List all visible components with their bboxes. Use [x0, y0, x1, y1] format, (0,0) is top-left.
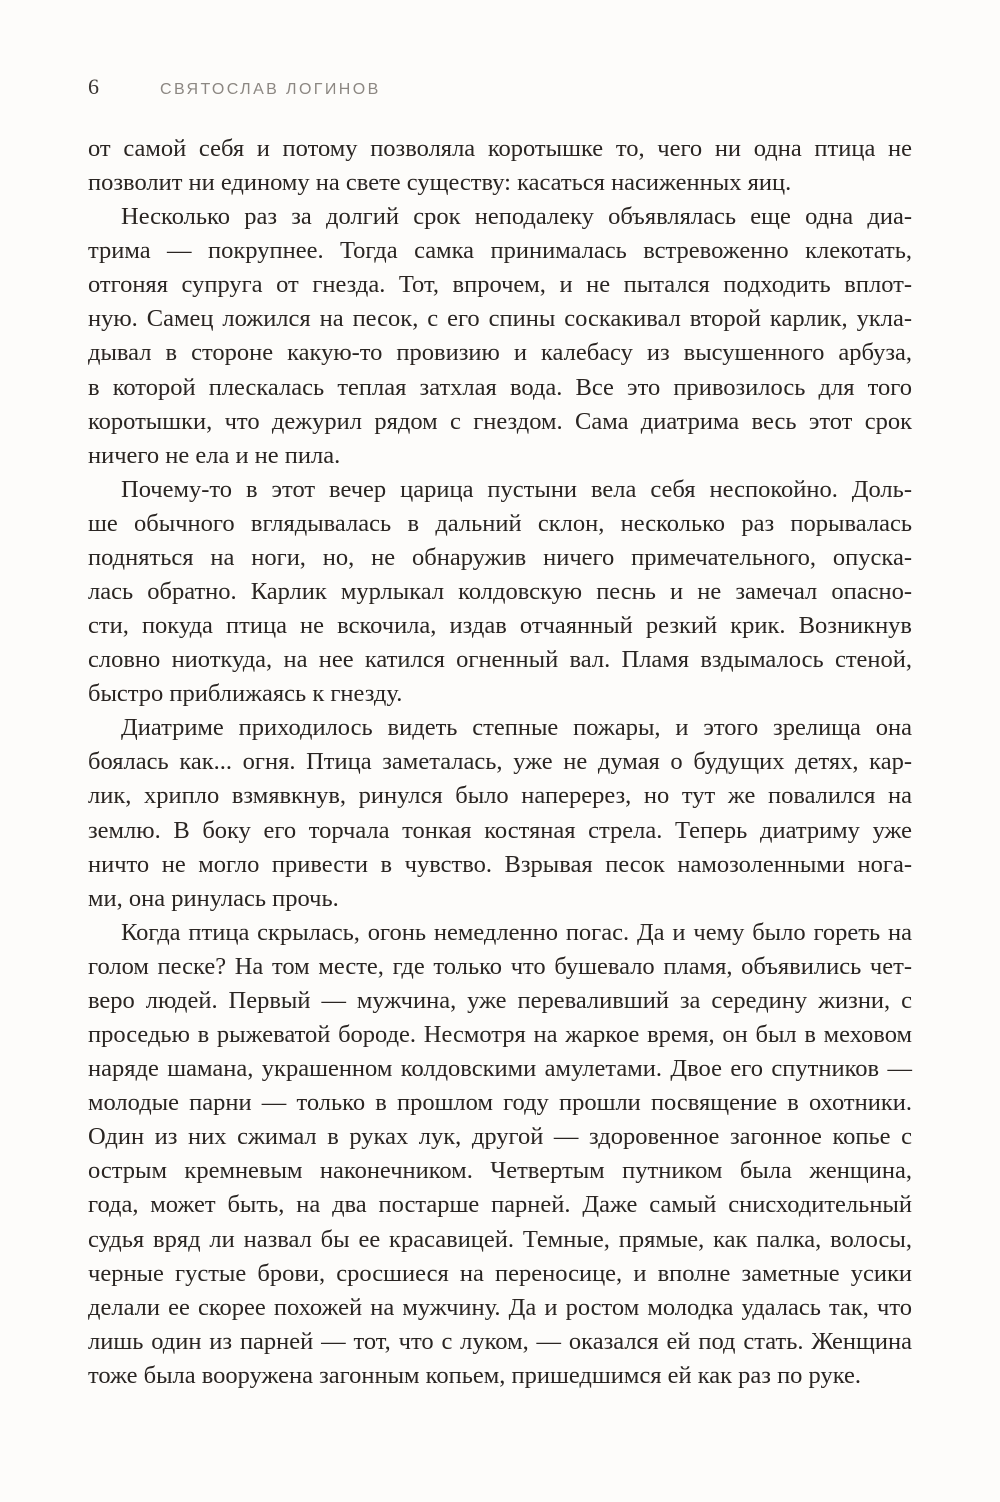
paragraph	[88, 132, 912, 200]
text-line: тоже была вооружена загонным копьем, пришедшимся ей как раз по руке.	[88, 1361, 862, 1389]
paragraph	[88, 916, 912, 1393]
text-line: Диатриме приходилось видеть степные пожары, и этого зрелища она	[121, 714, 912, 742]
text-line: Несколько раз за долгий срок неподалеку объявлялась еще одна диа-	[121, 203, 912, 231]
paragraph	[88, 711, 912, 915]
text-line: трима — покрупнее. Тогда самка принималась встревоженно клекотать,	[88, 237, 912, 265]
text-line: Когда птица скрылась, огонь немедленно погас. Да и чему было гореть на	[121, 918, 912, 946]
text-line: года, может быть, на два постарше парней. Даже самый снисходительный	[88, 1191, 912, 1219]
text-line: словно ниоткуда, на нее катился огненный вал. Пламя вздымалось стеной,	[88, 646, 912, 674]
text-line: сти, покуда птица не вскочила, издав отчаянный резкий крик. Возникнув	[88, 612, 912, 640]
text-line: делали ее скорее похожей на мужчину. Да и ростом молодка удалась так, что	[88, 1293, 912, 1321]
text-line: молодые парни — только в прошлом году прошли посвящение в охотники.	[88, 1089, 912, 1117]
text-line: быстро приближаясь к гнезду.	[88, 680, 403, 708]
text-line: лишь один из парней — тот, что с луком, — оказался ей под стать. Женщина	[88, 1327, 912, 1355]
running-title: СВЯТОСЛАВ ЛОГИНОВ	[160, 81, 381, 98]
text-line: ничто не могло привести в чувство. Взрывая песок намозоленными нога-	[88, 850, 912, 878]
text-line: судья вряд ли назвал бы ее красавицей. Темные, прямые, как палка, волосы,	[88, 1225, 912, 1253]
text-line: острым кремневым наконечником. Четвертым путником была женщина,	[88, 1157, 912, 1185]
text-line: подняться на ноги, но, не обнаружив ничего примечательного, опуска-	[88, 543, 912, 571]
page-number: 6	[88, 74, 99, 99]
text-line: ше обычного вглядывалась в дальний склон, несколько раз порывалась	[88, 509, 912, 537]
paragraph	[88, 200, 912, 473]
text-line: дывал в стороне какую-то провизию и калебасу из высушенного арбуза,	[88, 339, 912, 367]
text-line: веро людей. Первый — мужчина, уже переваливший за середину жизни, с	[88, 986, 912, 1014]
text-line: коротышки, что дежурил рядом с гнездом. Сама диатрима весь этот срок	[88, 407, 912, 435]
text-line: черные густые брови, сросшиеся на переносице, и вполне заметные усики	[88, 1259, 912, 1287]
page-header	[88, 74, 381, 102]
text-line: голом песке? На том месте, где только что бушевало пламя, объявились чет-	[88, 952, 912, 980]
text-line: отгоняя супруга от гнезда. Тот, впрочем, и не пытался подходить вплот-	[88, 271, 912, 299]
text-line: лик, хрипло взмявкнув, ринулся было наперерез, но тут же повалился на	[88, 782, 912, 810]
text-line: позволит ни единому на свете существу: касаться насиженных яиц.	[88, 169, 792, 197]
text-line: проседью в рыжеватой бороде. Несмотря на жаркое время, он был в меховом	[88, 1021, 912, 1049]
text-line: землю. В боку его торчала тонкая костяная стрела. Теперь диатриму уже	[88, 816, 912, 844]
text-line: ми, она ринулась прочь.	[88, 884, 339, 912]
text-line: наряде шамана, украшенном колдовскими амулетами. Двое его спутников —	[88, 1055, 912, 1083]
text-line: боялась как... огня. Птица заметалась, уже не думая о будущих детях, кар-	[88, 748, 912, 776]
text-line: Один из них сжимал в руках лук, другой — здоровенное загонное копье с	[88, 1123, 912, 1151]
text-line: в которой плескалась теплая затхлая вода. Все это привозилось для того	[88, 373, 912, 401]
text-line: Почему-то в этот вечер царица пустыни вела себя неспокойно. Доль-	[121, 475, 912, 503]
text-line: от самой себя и потому позволяла коротышке то, чего ни одна птица не	[88, 135, 912, 162]
text-line: ную. Самец ложился на песок, с его спины соскакивал второй карлик, укла-	[88, 305, 912, 333]
paragraph	[88, 473, 912, 712]
body-text	[88, 132, 912, 1393]
text-line: ничего не ела и не пила.	[88, 441, 341, 469]
text-line: лась обратно. Карлик мурлыкал колдовскую песнь и не замечал опасно-	[88, 578, 912, 606]
